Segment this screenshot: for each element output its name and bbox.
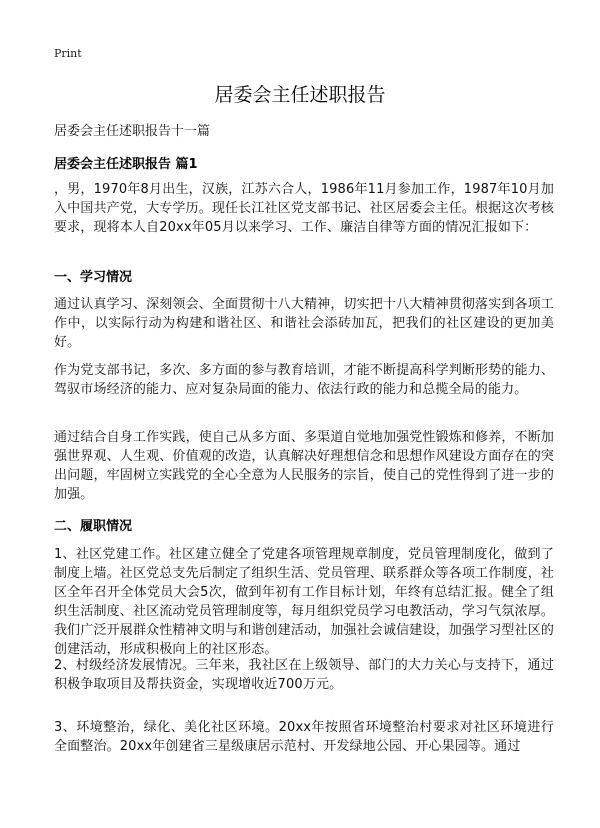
section-heading-duty: 二、履职情况 — [54, 519, 133, 534]
print-link[interactable]: Print — [54, 47, 82, 60]
duty-paragraph-2: 2、村级经济发展情况。三年来，我社区在上级领导、部门的大力关心与支持下，通过积极争取项目及帮扶资金，实现增收近700万元。 — [54, 658, 554, 692]
study-paragraph-1: 通过认真学习、深刻领会、全面贯彻十八大精神，切实把十八大精神贯彻落实到各项工作中，以实际行动为构建和谐社区、和谐社会添砖加瓦，把我们的社区建设的更加美好。 — [54, 297, 554, 350]
study-paragraph-3: 通过结合自身工作实践，使自己从多方面、多渠道自觉地加强党性锻炼和修养，不断加强世界观、人生观、价值观的改造，认真解决好理想信念和思想作风建设方面存在的突出问题，牢固树立实践党的全心全意为人民服务的宗旨，使自己的党性得到了进一步的加强。 — [54, 430, 554, 502]
duty-paragraph-3: 3、环境整治，绿化、美化社区环境。20xx年按照省环境整治村要求对社区环境进行全面整治。20xx年创建省三星级康居示范村、开发绿地公园、开心果园等。通过 — [54, 720, 554, 754]
document-subtitle: 居委会主任述职报告十一篇 — [54, 124, 211, 139]
article-heading: 居委会主任述职报告 篇1 — [54, 157, 198, 172]
study-paragraph-2: 作为党支部书记，多次、多方面的参与教育培训，才能不断提高科学判断形势的能力、驾驭市场经济的能力、应对复杂局面的能力、依法行政的能力和总揽全局的能力。 — [54, 363, 554, 397]
page-title: 居委会主任述职报告 — [214, 84, 386, 106]
duty-paragraph-1: 1、社区党建工作。社区建立健全了党建各项管理规章制度，党员管理制度化，做到了制度上墙。社区党总支先后制定了组织生活、党员管理、联系群众等各项工作制度，社区全年召开全体党员大会5次，做到年初有工作目标计划，年终有总结汇报。健全了组织生活制度、社区流动党员管理制度等，每月组织党员学习电教活动，学习气氛浓厚。我们广泛开展群众性精神文明与和谐创建活动，加强社会诚信建设，加强学习型社区的创建活动，形成积极向上的社区形态。 — [54, 547, 554, 657]
section-heading-study: 一、学习情况 — [54, 270, 133, 285]
intro-paragraph: ，男，1970年8月出生，汉族，江苏六合人，1986年11月参加工作，1987年10月加入中国共产党，大专学历。现任长江社区党支部书记、社区居委会主任。根据这次考核要求，现将本人自20xx年05月以来学习、工作、廉洁自律等方面的情况汇报如下： — [54, 182, 554, 235]
